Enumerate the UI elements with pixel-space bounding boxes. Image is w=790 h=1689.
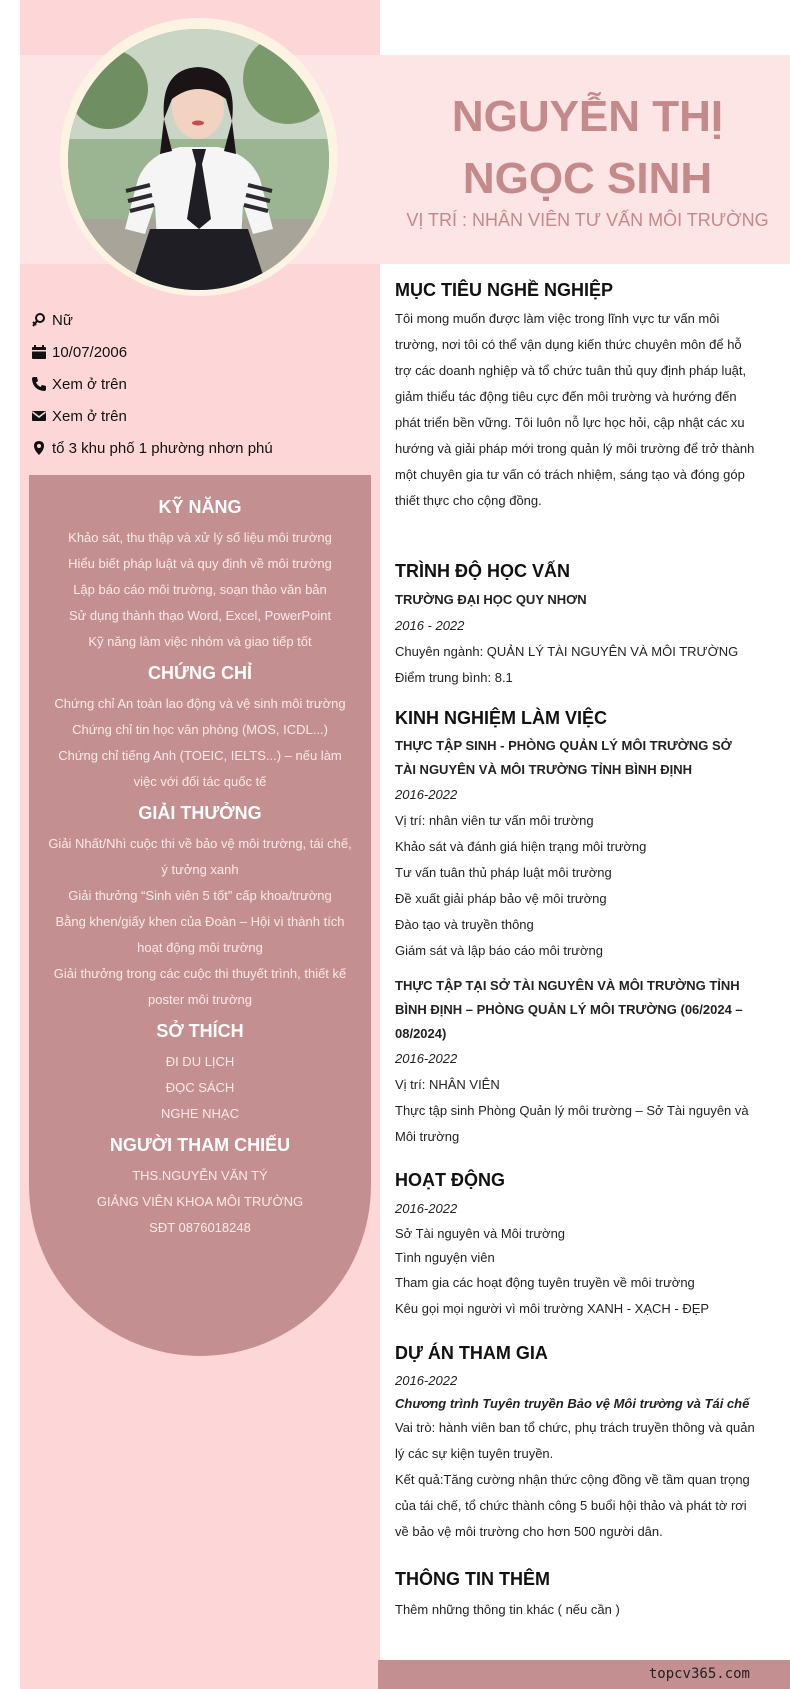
birthday-text: 10/07/2006 (52, 343, 128, 361)
project-name: Chương trình Tuyên truyền Bảo vệ Môi trường và Tái chế (395, 1396, 750, 1411)
school-name: TRƯỜNG ĐẠI HỌC QUY NHƠN (395, 592, 587, 607)
job-1-item: Đào tạo và truyền thông (395, 917, 534, 932)
footer-bar (378, 1660, 790, 1689)
name-line-2: NGỌC SINH (462, 154, 713, 203)
experience-section (395, 706, 755, 1150)
email-icon (30, 407, 48, 425)
address-text: tổ 3 khu phố 1 phường nhơn phú (52, 439, 273, 457)
contact-birthday (30, 336, 370, 368)
sidebar-panel (29, 475, 371, 1356)
activity-item: Kêu gọi mọi người vì môi trường XANH - XẠCH - ĐẸP (395, 1301, 710, 1316)
job-1-item: Vị trí: nhân viên tư vấn môi trường (395, 813, 594, 828)
hobby-item: NGHE NHẠC (160, 1106, 239, 1121)
gender-text: Nữ (52, 311, 73, 329)
hobbies-title: SỞ THÍCH (156, 1021, 244, 1041)
phone-icon (30, 375, 48, 393)
contact-phone (30, 368, 370, 400)
email-text: Xem ở trên (52, 407, 127, 425)
education-title: TRÌNH ĐỘ HỌC VẤN (395, 561, 570, 581)
contact-gender (30, 304, 370, 336)
watermark: topcv365.com (648, 1666, 750, 1682)
calendar-icon (30, 343, 48, 361)
job-1-item: Khảo sát và đánh giá hiện trạng môi trường (395, 839, 647, 854)
award-item: Giải thưởng trong các cuộc thi thuyết trình, thiết kế poster môi trường (53, 966, 347, 1007)
project-role: Vai trò: hành viên ban tổ chức, phụ trách truyền thông và quản lý các sự kiện tuyên truyền. (395, 1420, 755, 1461)
skills-title: KỸ NĂNG (158, 497, 242, 517)
job-1-item: Đề xuất giải pháp bảo vệ môi trường (395, 891, 607, 906)
phone-text: Xem ở trên (52, 375, 127, 393)
skill-item: Kỹ năng làm việc nhóm và giao tiếp tốt (88, 634, 312, 649)
project-years: 2016-2022 (395, 1373, 458, 1388)
education-section (395, 559, 755, 691)
hobby-item: ĐỌC SÁCH (165, 1080, 235, 1095)
cert-item: Chứng chỉ tiếng Anh (TOEIC, IELTS...) – nếu làm việc với đối tác quốc tế (58, 748, 342, 789)
certs-title: CHỨNG CHỈ (148, 663, 252, 683)
activity-item: Tình nguyện viên (395, 1250, 495, 1265)
gender-icon (30, 311, 48, 329)
skill-item: Sử dụng thành thạo Word, Excel, PowerPoint (68, 608, 332, 623)
activity-item: Tham gia các hoạt động tuyên truyền về môi trường (395, 1275, 695, 1290)
experience-title: KINH NGHIỆM LÀM VIỆC (395, 708, 608, 728)
job-1-item: Giám sát và lập báo cáo môi trường (395, 943, 603, 958)
contact-list (30, 304, 370, 464)
award-item: Giải Nhất/Nhì cuộc thi về bảo vệ môi trường, tái chế, ý tưởng xanh (48, 836, 352, 877)
additional-info-text: Thêm những thông tin khác ( nếu cần ) (395, 1602, 620, 1617)
reference-item: SĐT 0876018248 (149, 1220, 251, 1235)
cert-item: Chứng chỉ An toàn lao động và vệ sinh môi trường (54, 696, 346, 711)
job-2-title: THỰC TẬP TẠI SỞ TÀI NGUYÊN VÀ MÔI TRƯỜNG TỈNH BÌNH ĐỊNH – PHÒNG QUẢN LÝ MÔI TRƯỜNG (06/2024 – 08/2024) (395, 978, 743, 1041)
additional-info-title: THÔNG TIN THÊM (395, 1569, 550, 1589)
education-gpa: Điểm trung bình: 8.1 (395, 670, 513, 685)
references-title: NGƯỜI THAM CHIẾU (109, 1135, 291, 1155)
skill-item: Lập báo cáo môi trường, soạn thảo văn bản (73, 582, 327, 597)
activities-title: HOẠT ĐỘNG (395, 1170, 505, 1190)
job-2-years: 2016-2022 (395, 1051, 458, 1066)
activity-item: Sở Tài nguyên và Môi trường (395, 1226, 566, 1241)
contact-address (30, 432, 370, 464)
activities-section (395, 1168, 755, 1322)
avatar (68, 29, 329, 290)
name-line-1: NGUYỄN THỊ (451, 92, 724, 141)
award-item: Bằng khen/giấy khen của Đoàn – Hội vì thành tích hoạt động môi trường (55, 914, 345, 955)
job-2-description: Thực tập sinh Phòng Quản lý môi trường – Sở Tài nguyên và Môi trường (395, 1103, 749, 1144)
reference-item: THS.NGUYỄN VĂN TÝ (132, 1168, 268, 1183)
reference-item: GIẢNG VIÊN KHOA MÔI TRƯỜNG (96, 1194, 304, 1209)
job-2-role: Vị trí: NHÂN VIÊN (395, 1077, 500, 1092)
additional-info-section (395, 1567, 755, 1623)
location-pin-icon (30, 439, 48, 457)
job-1-item: Tư vấn tuân thủ pháp luật môi trường (395, 865, 612, 880)
hobby-item: ĐI DU LỊCH (165, 1054, 235, 1069)
position-title: VỊ TRÍ : NHÂN VIÊN TƯ VẤN MÔI TRƯỜNG (406, 210, 769, 230)
candidate-name (395, 86, 780, 210)
skill-item: Khảo sát, thu thập và xử lý số liệu môi trường (68, 530, 332, 545)
activities-years: 2016-2022 (395, 1201, 458, 1216)
contact-email (30, 400, 370, 432)
projects-title: DỰ ÁN THAM GIA (395, 1343, 548, 1363)
education-major: Chuyên ngành: QUẢN LÝ TÀI NGUYÊN VÀ MÔI TRƯỜNG (395, 644, 739, 659)
job-1-title: THỰC TẬP SINH - PHÒNG QUẢN LÝ MÔI TRƯỜNG SỞ TÀI NGUYÊN VÀ MÔI TRƯỜNG TỈNH BÌNH ĐỊNH (395, 738, 732, 777)
award-item: Giải thưởng “Sinh viên 5 tốt” cấp khoa/trường (68, 888, 332, 903)
projects-section (395, 1341, 755, 1545)
awards-title: GIẢI THƯỞNG (138, 803, 262, 823)
job-1-years: 2016-2022 (395, 787, 458, 802)
objective-section (395, 278, 755, 514)
objective-title: MỤC TIÊU NGHỀ NGHIỆP (395, 280, 614, 300)
skill-item: Hiểu biết pháp luật và quy định về môi trường (68, 556, 332, 571)
project-result: Kết quả:Tăng cường nhận thức cộng đồng về tầm quan trọng của tái chế, tổ chức thành công 5 buổi hội thảo và phát tờ rơi về bảo vệ môi trường cho hơn 500 người dân. (395, 1472, 750, 1539)
objective-text: Tôi mong muốn được làm việc trong lĩnh vực tư vấn môi trường, nơi tôi có thể vận dụng kiến thức chuyên môn để hỗ trợ các doanh nghiệp và tổ chức tuân thủ quy định pháp luật, giảm thiểu tác động tiêu cực đến môi trường và hướng đến phát triển bền vững. Tôi luôn nỗ lực học hỏi, cập nhật các xu hướng và giải pháp mới trong quản lý môi trường để trở thành một chuyên gia tư vấn có trách nhiệm, sáng tạo và đóng góp thiết thực cho cộng đồng. (395, 311, 755, 508)
cert-item: Chứng chỉ tin học văn phòng (MOS, ICDL...) (72, 722, 328, 737)
education-years: 2016 - 2022 (395, 618, 465, 633)
